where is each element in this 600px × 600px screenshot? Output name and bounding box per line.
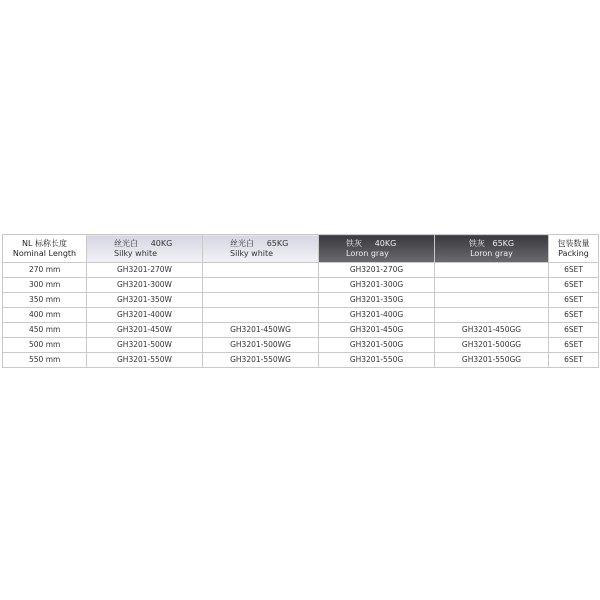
cell-silky40: GH3201-270W bbox=[87, 263, 203, 278]
header-silky40-line1: 丝光白 40KG bbox=[114, 238, 173, 248]
cell-silky40: GH3201-400W bbox=[87, 308, 203, 323]
table-row bbox=[3, 308, 599, 323]
cell-packing: 6SET bbox=[549, 353, 599, 368]
header-silky65-line1: 丝光白 65KG bbox=[230, 238, 289, 248]
cell-gray65: GH3201-450GG bbox=[435, 323, 549, 338]
cell-silky40: GH3201-350W bbox=[87, 293, 203, 308]
cell-length: 300 mm bbox=[3, 278, 87, 293]
header-gray65-line2: Loron gray bbox=[470, 248, 513, 258]
header-nl-cn: NL 标称长度 bbox=[22, 238, 67, 248]
header-silky65-line2: Silky white bbox=[230, 248, 274, 258]
header-silky-white-65kg bbox=[203, 235, 319, 263]
cell-packing: 6SET bbox=[549, 278, 599, 293]
cell-gray65 bbox=[435, 293, 549, 308]
header-packing-en: Packing bbox=[558, 248, 589, 258]
table-header-row bbox=[3, 235, 599, 263]
header-silky-white-40kg bbox=[87, 235, 203, 263]
cell-packing: 6SET bbox=[549, 263, 599, 278]
cell-length: 450 mm bbox=[3, 323, 87, 338]
cell-length: 270 mm bbox=[3, 263, 87, 278]
cell-silky40: GH3201-300W bbox=[87, 278, 203, 293]
cell-silky40: GH3201-550W bbox=[87, 353, 203, 368]
cell-silky65: GH3201-450WG bbox=[203, 323, 319, 338]
table-row bbox=[3, 263, 599, 278]
cell-gray65: GH3201-550GG bbox=[435, 353, 549, 368]
cell-gray65 bbox=[435, 278, 549, 293]
cell-silky40: GH3201-500W bbox=[87, 338, 203, 353]
table-row bbox=[3, 338, 599, 353]
cell-gray40: GH3201-270G bbox=[319, 263, 435, 278]
cell-packing: 6SET bbox=[549, 338, 599, 353]
cell-gray65 bbox=[435, 263, 549, 278]
header-gray40-line1: 铁灰 40KG bbox=[346, 238, 397, 248]
cell-silky65 bbox=[203, 263, 319, 278]
cell-gray40: GH3201-500G bbox=[319, 338, 435, 353]
header-packing bbox=[549, 235, 599, 263]
header-gray65-line1: 铁灰 65KG bbox=[468, 238, 515, 248]
cell-gray40: GH3201-350G bbox=[319, 293, 435, 308]
cell-gray40: GH3201-450G bbox=[319, 323, 435, 338]
cell-gray65 bbox=[435, 308, 549, 323]
cell-packing: 6SET bbox=[549, 323, 599, 338]
table-row bbox=[3, 293, 599, 308]
cell-silky65 bbox=[203, 293, 319, 308]
table-row bbox=[3, 323, 599, 338]
cell-silky65 bbox=[203, 308, 319, 323]
cell-length: 350 mm bbox=[3, 293, 87, 308]
table-row bbox=[3, 278, 599, 293]
cell-gray65: GH3201-500GG bbox=[435, 338, 549, 353]
cell-silky65 bbox=[203, 278, 319, 293]
header-silky40-line2: Silky white bbox=[114, 248, 158, 258]
cell-packing: 6SET bbox=[549, 293, 599, 308]
cell-gray40: GH3201-550G bbox=[319, 353, 435, 368]
cell-gray40: GH3201-400G bbox=[319, 308, 435, 323]
cell-length: 550 mm bbox=[3, 353, 87, 368]
product-spec-table bbox=[2, 234, 599, 368]
header-gray40-line2: Loron gray bbox=[346, 248, 389, 258]
header-nominal-length bbox=[3, 235, 87, 263]
cell-silky65: GH3201-500WG bbox=[203, 338, 319, 353]
cell-length: 400 mm bbox=[3, 308, 87, 323]
header-nl-en: Nominal Length bbox=[12, 248, 77, 258]
header-packing-cn: 包装数量 bbox=[557, 238, 590, 248]
cell-silky40: GH3201-450W bbox=[87, 323, 203, 338]
cell-gray40: GH3201-300G bbox=[319, 278, 435, 293]
cell-silky65: GH3201-550WG bbox=[203, 353, 319, 368]
cell-packing: 6SET bbox=[549, 308, 599, 323]
header-loron-gray-65kg bbox=[435, 235, 549, 263]
header-loron-gray-40kg bbox=[319, 235, 435, 263]
cell-length: 500 mm bbox=[3, 338, 87, 353]
table-row bbox=[3, 353, 599, 368]
